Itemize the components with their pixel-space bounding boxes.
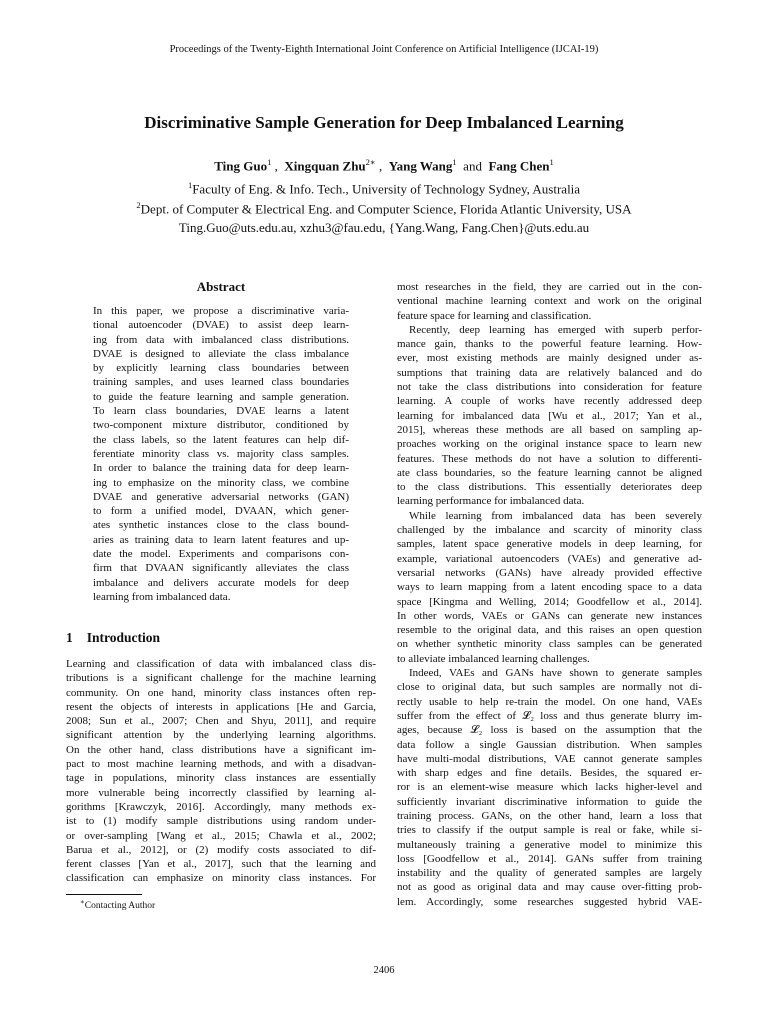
text-line: 2008; Sun et al., 2007; Chen and Shyu, 2011], and require [66,715,376,728]
text-line: learning from imbalanced data. [93,590,231,603]
text-line: aries as training data to learn latent features and up- [93,533,349,546]
footnote-rule [66,894,142,895]
text-line: pact to most machine learning methods, and with a disadvan- [66,758,376,771]
text-line: learning. A couple of works have recently addressed deep [397,395,702,408]
text-line: tries to classify if the output sample is real or fake, while si- [397,824,702,837]
text-line: not as good as original data and may cause over-fitting prob- [397,881,702,894]
text-line: on whether synthetic minority class samples can be generated [397,638,702,651]
abstract-body [93,304,349,604]
text-line: not take the class distributions into consideration for feature [397,381,702,394]
text-line: Barua et al., 2012], or (2) modify costs associated to dif- [66,843,376,856]
text-line: challenged by the imbalance and scarcity of minority class [397,524,702,537]
author-sup: 1 [452,157,457,167]
text-line: Learning and classification of data with imbalanced class dis- [66,658,376,670]
text-line: Indeed, VAEs and GANs have shown to generate samples [409,667,702,680]
text-line: data follow a single Gaussian distribution. When samples [397,738,702,751]
text-line: learning for imbalanced data [Wu et al., 2017; Yan et al., [397,409,702,422]
text-line: lem. Accordingly, some researches suggested hybrid VAE- [397,895,702,908]
conference-header: Proceedings of the Twenty-Eighth International Joint Conference on Artificial Intelligence (IJCAI-19) [169,44,599,55]
text-line: ates synthetic instances close to the class bound- [93,519,349,532]
footnote [80,898,155,911]
text-line: example, variational autoencoders (VAEs) and generative ad- [397,552,702,565]
text-line: firm that DVAAN significantly alleviates the class [93,562,349,575]
section-number: 1 [66,630,73,645]
paper-title: Discriminative Sample Generation for Deep Imbalanced Learning [144,113,624,132]
text-line: learning performance for imbalanced data. [397,495,585,508]
text-line: ing from data with imbalanced class distributions. [93,333,349,346]
author-emails: Ting.Guo@uts.edu.au, xzhu3@fau.edu, {Yang.Wang, Fang.Chen}@uts.edu.au [178,220,590,235]
text-line: training process. GANs, on the other hand, learn a loss that [397,809,702,822]
text-line: more vulnerable being incorrectly classified by learning al- [66,786,376,799]
text-line: ways to learn mapping from a latent encoding space to a data [397,581,702,594]
section-title: Introduction [86,630,161,645]
text-line: most researches in the field, they are carried out in the con- [397,281,702,293]
text-line: ror is an element-wise measure which lacks higher-level and [397,781,702,794]
text-line: DVAE is designed to alleviate the class imbalance [93,347,349,360]
page-number: 2406 [373,965,395,976]
text-line: Recently, deep learning has emerged with superb perfor- [409,323,702,336]
abstract-heading: Abstract [196,279,246,294]
text-line: multaneously training a generative model to minimize this [397,838,702,851]
text-line: sumptions that training data are relatively balanced and do [397,366,702,379]
text-line: training samples, and uses learned class boundaries [93,376,349,389]
affiliation-text: Dept. of Computer & Electrical Eng. and Computer Science, Florida Atlantic University, USA [140,201,632,217]
text-line: tional autoencoder (DVAE) to assist deep learn- [93,319,349,332]
affiliation-sup: 2 [136,200,141,210]
text-line: ferent classes [Yan et al., 2017], such that the learning and [66,858,376,871]
text-line: tributions is a significant challenge for the machine learning [66,672,376,685]
text-line: imbalance and delivers accurate models for deep [93,576,349,589]
text-line: to form a unified model, DVAAN, which gener- [93,505,349,518]
text-line: 2015], whereas these methods are all based on sampling ap- [397,423,702,436]
author-name: Ting Guo [214,158,268,174]
text-line: sufficiently invariant discriminative information to guide the [397,795,702,808]
author-list: Ting Guo$^1$ , Xingquan Zhu$^{2∗}$ , Yang Wang$^1$ and Fang Chen$^1$ [214,157,554,174]
text-line: tage in populations, minority class instances are essentially [66,772,376,785]
text-line: ferentiate minority class vs. majority class samples. [93,447,349,460]
text-line: or over-sampling [Wang et al., 2015; Chawla et al., 2002; [66,829,376,842]
text-line: ate class boundaries, so the feature learning cannot be aligned [397,466,702,479]
text-line: To learn class boundaries, DVAE learns a latent [93,405,349,418]
text-line: mance gain, thanks to the powerful feature learning. How- [397,338,702,351]
text-line: have multi-modal distributions, VAE cannot generate samples [397,752,702,765]
text-line: loss [Goodfellow et al., 2014]. GANs suffer from training [397,852,702,865]
author-sup: 2∗ [365,157,376,167]
footnote-mark: ∗ [80,898,85,906]
text-line: In this paper, we propose a discriminative varia- [93,305,349,317]
text-line: community. On one hand, minority class instances often rep- [66,686,376,699]
text-line: ages, because 𝓛₂ loss is based on the assumption that the [397,724,702,737]
text-line: to guide the feature learning and sample generation. [93,390,349,403]
text-line: rectly usable to help re-train the model. On one hand, VAEs [397,695,702,708]
author-sup: 1 [549,157,554,167]
text-line: to alleviate imbalanced learning challenges. [397,652,590,665]
text-line: In order to balance the training data for deep learn- [93,462,349,475]
text-line: resent the objects of interests in applications [He and Garcia, [66,700,376,713]
affiliation-2 [0,200,768,217]
author-name: Xingquan Zhu [284,158,366,174]
text-line: space [Kingma and Welling, 2014; Goodfellow et al., 2014]. [397,595,702,608]
text-line: date the model. Experiments and comparisons con- [93,548,349,561]
text-line: two-component mixture distributor, conditioned by [93,419,349,432]
right-column-body [397,280,702,909]
text-line: On the other hand, class distributions have a significant im- [66,743,376,756]
text-line: to the class distributions. This essentially deteriorates deep [397,481,702,494]
text-line: proaches working on the original instance space to learn new [397,438,702,451]
text-line: gorithms [Krawczyk, 2016]. Accordingly, many methods ex- [66,800,376,813]
affiliation-text: Faculty of Eng. & Info. Tech., University of Technology Sydney, Australia [192,181,581,197]
text-line: ventional machine learning context and work on the original [397,295,702,308]
text-line: ever, most existing methods are mainly designed under as- [397,352,702,365]
text-line: resemble to the original data, and this raises an open question [397,624,702,637]
text-line: instability and the quality of generated samples are largely [397,867,702,880]
footnote-text: Contacting Author [84,901,156,912]
author-name: Fang Chen [488,158,550,174]
text-line: significant attention by the underlying learning algorithms. [66,729,376,742]
text-line: the class labels, so the latent features can help dif- [93,433,349,446]
text-line: by explicitly learning class boundaries between [93,362,349,375]
text-line: suffer from the effect of 𝓛₂ loss and thus generate blurry im- [397,709,702,722]
author-sup: 1 [267,157,272,167]
text-line: with sharp edges and fine details. Besides, the squared er- [397,767,702,780]
text-line: features. These methods do not have a solution to differenti- [397,452,702,465]
text-line: ist to (1) modify sample distributions using random under- [66,815,376,828]
text-line: While learning from imbalanced data has been severely [409,509,702,522]
text-line: feature space for learning and classification. [397,309,592,322]
text-line: ing to emphasize on the minority class, we combine [93,476,349,489]
introduction-body [66,657,376,886]
text-line: DVAE and generative adversarial networks (GAN) [93,490,349,503]
section-heading [66,630,174,646]
author-name: Yang Wang [388,158,453,174]
text-line: classification can emphasize on minority class instances. For [66,872,376,885]
text-line: versarial networks (GANs) have already provided effective [397,566,702,579]
affiliation-1 [0,180,768,197]
text-line: In other words, VAEs or GANs can generate new instances [397,609,702,622]
text-line: samples, latent space generative models in deep learning, for [397,538,702,551]
affiliation-sup: 1 [187,180,193,190]
text-line: close to original data, but such samples are normally not di- [397,681,702,694]
